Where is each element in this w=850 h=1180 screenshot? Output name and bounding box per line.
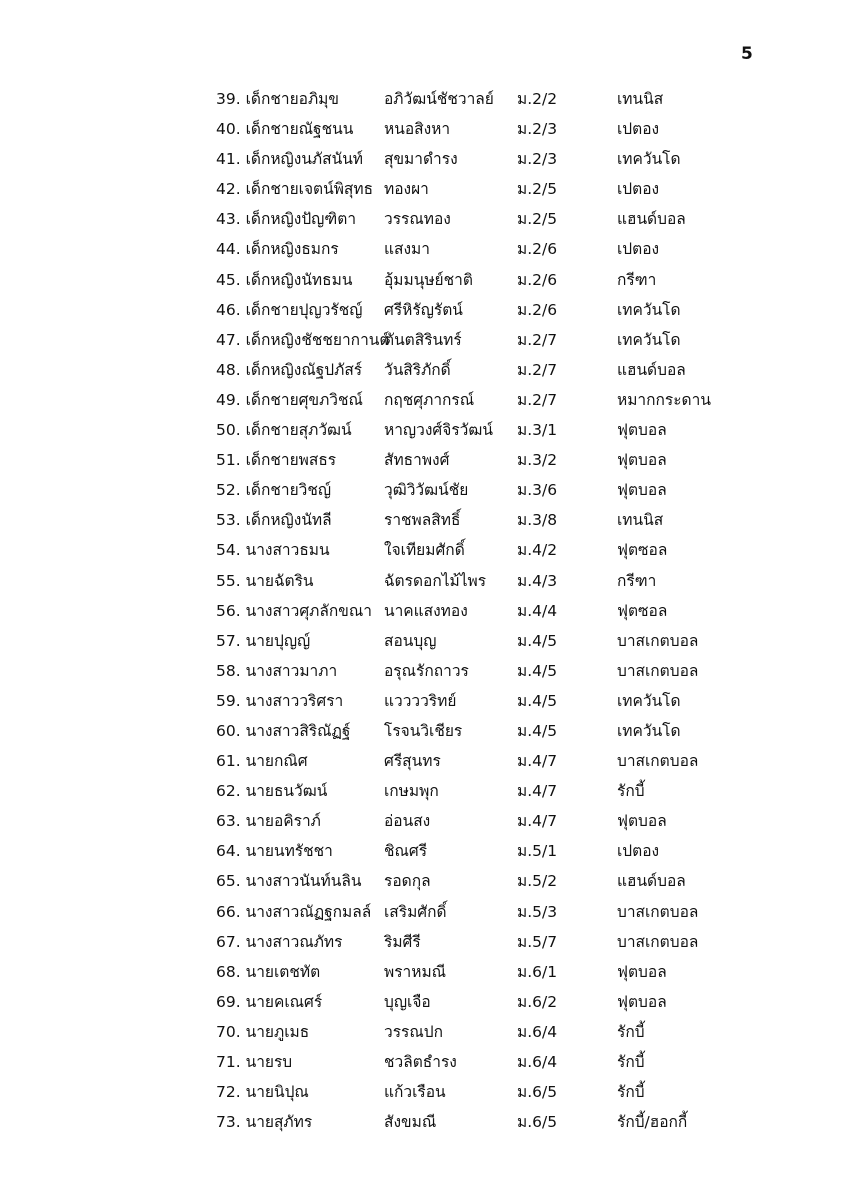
row-number: 73. [216, 1113, 241, 1132]
student-surname: แววววริทย์ [384, 691, 457, 710]
list-item [0, 806, 850, 836]
row-number: 66. [216, 902, 241, 921]
student-first-name: นางสาวศุภลักขณา [245, 601, 372, 620]
row-number: 68. [216, 962, 241, 981]
student-sport: กรีฑา [617, 571, 657, 590]
student-surname: ราชพลสิทธิ์ [384, 511, 461, 530]
student-surname: บุญเจือ [384, 992, 431, 1011]
student-name [216, 897, 371, 927]
student-name [216, 626, 310, 656]
list-item [0, 84, 850, 114]
student-surname: อ่อนสง [384, 812, 431, 831]
list-item [0, 897, 850, 927]
student-sport: เทควันโด [617, 300, 681, 319]
row-number: 55. [216, 571, 241, 590]
student-first-name: นางสาวณัฏฐกมลล์ [245, 902, 372, 921]
student-class: ม.3/1 [517, 421, 558, 440]
student-class: ม.2/7 [517, 330, 558, 349]
student-class: ม.2/7 [517, 360, 558, 379]
student-class: ม.5/1 [517, 842, 558, 861]
list-item [0, 234, 850, 264]
student-surname: รอดกุล [384, 872, 431, 891]
student-name [216, 84, 339, 114]
row-number: 57. [216, 631, 241, 650]
student-first-name: เด็กหญิงนภัสนันท์ [245, 150, 364, 169]
student-name [216, 535, 330, 565]
student-surname: สอนบุญ [384, 631, 437, 650]
row-number: 52. [216, 481, 241, 500]
student-sport: บาสเกตบอล [617, 631, 699, 650]
student-class: ม.5/3 [517, 902, 558, 921]
student-surname: นาคแสงทอง [384, 601, 468, 620]
student-sport: เทควันโด [617, 721, 681, 740]
student-sport: ฟุตบอล [617, 812, 667, 831]
student-surname: อุ้มมนุษย์ชาติ [384, 270, 473, 289]
student-name [216, 144, 363, 174]
student-surname: ริมศีรี [384, 932, 421, 951]
student-name [216, 114, 353, 144]
student-sport: แฮนด์บอล [617, 872, 686, 891]
row-number: 56. [216, 601, 241, 620]
student-name [216, 806, 321, 836]
student-sport: ฟุตบอล [617, 421, 667, 440]
student-class: ม.6/2 [517, 992, 558, 1011]
list-item [0, 836, 850, 866]
student-name [216, 1017, 309, 1047]
student-surname: อรุณรักถาวร [384, 661, 469, 680]
row-number: 46. [216, 300, 241, 319]
student-sport: เปตอง [617, 180, 660, 199]
row-number: 50. [216, 421, 241, 440]
student-class: ม.3/8 [517, 511, 558, 530]
student-class: ม.6/5 [517, 1113, 558, 1132]
list-item [0, 445, 850, 475]
student-surname: สุขมาดำรง [384, 150, 458, 169]
list-item [0, 1077, 850, 1107]
student-name [216, 716, 350, 746]
student-class: ม.4/7 [517, 812, 558, 831]
student-name [216, 265, 352, 295]
list-item [0, 174, 850, 204]
student-first-name: นางสาวสิริณัฏฐ์ [245, 721, 351, 740]
student-sport: แฮนด์บอล [617, 360, 686, 379]
student-name [216, 445, 336, 475]
student-class: ม.2/6 [517, 300, 558, 319]
student-sport: ฟุตบอล [617, 962, 667, 981]
row-number: 64. [216, 842, 241, 861]
student-first-name: นางสาวณภัทร [245, 932, 343, 951]
student-sport: ฟุตซอล [617, 601, 668, 620]
list-item [0, 716, 850, 746]
list-item [0, 295, 850, 325]
list-item [0, 505, 850, 535]
student-surname: ชวลิตธำรง [384, 1053, 457, 1071]
list-item [0, 866, 850, 896]
row-number: 54. [216, 541, 241, 560]
row-number: 43. [216, 210, 241, 229]
student-name [216, 234, 339, 264]
student-first-name: เด็กหญิงณัฐปภัสร์ [245, 360, 363, 379]
list-item [0, 957, 850, 987]
list-item [0, 566, 850, 596]
student-first-name: นายรบ [245, 1053, 293, 1071]
student-first-name: นายอคิราภ์ [245, 812, 321, 831]
student-name [216, 776, 327, 806]
student-first-name: นายคเณศร์ [245, 992, 323, 1011]
student-class: ม.6/4 [517, 1022, 558, 1041]
student-class: ม.4/5 [517, 691, 558, 710]
student-first-name: เด็กหญิงธมกร [245, 240, 339, 259]
student-name [216, 927, 342, 957]
student-class: ม.6/1 [517, 962, 558, 981]
student-class: ม.6/4 [517, 1053, 558, 1071]
student-surname: โรจนวิเชียร [384, 721, 463, 740]
student-name [216, 656, 337, 686]
student-class: ม.2/3 [517, 120, 558, 139]
student-first-name: เด็กชายวิชญ์ [245, 481, 332, 500]
student-name [216, 1107, 312, 1137]
student-surname: ใจเทียมศักดิ์ [384, 541, 465, 560]
student-first-name: นายปุญญ์ [245, 631, 311, 650]
student-surname: ทองผา [384, 180, 429, 199]
student-first-name: นางสาวธมน [245, 541, 330, 560]
row-number: 44. [216, 240, 241, 259]
row-number: 45. [216, 270, 241, 289]
list-item [0, 415, 850, 445]
student-surname: เกษมพุก [384, 782, 439, 801]
list-item [0, 626, 850, 656]
list-item [0, 1107, 850, 1137]
student-sport: รักบี้ [617, 1053, 645, 1071]
student-list [0, 84, 850, 1137]
student-first-name: นายนิปุณ [245, 1083, 309, 1102]
student-class: ม.2/7 [517, 390, 558, 409]
student-surname: วรรณทอง [384, 210, 451, 229]
student-class: ม.2/6 [517, 240, 558, 259]
student-first-name: นางสาววริศรา [245, 691, 344, 710]
student-surname: เสริมศักดิ์ [384, 902, 447, 921]
row-number: 49. [216, 390, 241, 409]
student-name [216, 295, 362, 325]
student-sport: บาสเกตบอล [617, 661, 699, 680]
student-class: ม.4/7 [517, 752, 558, 771]
student-surname: ศรีหิรัญรัตน์ [384, 300, 463, 319]
list-item [0, 1017, 850, 1047]
student-first-name: เด็กชายปุญวรัชญ์ [245, 300, 363, 319]
row-number: 51. [216, 451, 241, 470]
row-number: 71. [216, 1053, 241, 1071]
student-sport: ฟุตบอล [617, 481, 667, 500]
student-first-name: เด็กหญิงนัทธมน [245, 270, 353, 289]
student-class: ม.2/2 [517, 90, 558, 108]
student-sport: บาสเกตบอล [617, 932, 699, 951]
row-number: 58. [216, 661, 241, 680]
list-item [0, 204, 850, 234]
student-class: ม.4/7 [517, 782, 558, 801]
student-sport: แฮนด์บอล [617, 210, 686, 229]
list-item [0, 596, 850, 626]
row-number: 63. [216, 812, 241, 831]
student-sport: เปตอง [617, 120, 660, 139]
student-first-name: เด็กชายณัฐชนน [245, 120, 354, 139]
list-item [0, 686, 850, 716]
student-class: ม.3/2 [517, 451, 558, 470]
student-name [216, 505, 332, 535]
row-number: 39. [216, 90, 241, 108]
student-first-name: นางสาวนันท์นลิน [245, 872, 362, 891]
student-surname: ฉัตรดอกไม้ไพร [384, 571, 487, 590]
row-number: 61. [216, 752, 241, 771]
student-name [216, 836, 333, 866]
row-number: 47. [216, 330, 241, 349]
student-name [216, 957, 320, 987]
student-surname: หาญวงศ์จิรวัฒน์ [384, 421, 493, 440]
list-item [0, 385, 850, 415]
student-sport: ฟุตบอล [617, 451, 667, 470]
student-name [216, 204, 356, 234]
list-item [0, 535, 850, 565]
student-sport: เทนนิส [617, 511, 664, 530]
student-sport: หมากกระดาน [617, 390, 711, 409]
student-sport: รักบี้ [617, 1022, 645, 1041]
student-class: ม.4/4 [517, 601, 558, 620]
student-sport: รักบี้ [617, 782, 645, 801]
student-name [216, 566, 314, 596]
row-number: 67. [216, 932, 241, 951]
student-surname: พราหมณี [384, 962, 447, 981]
student-sport: บาสเกตบอล [617, 752, 699, 771]
list-item [0, 987, 850, 1017]
student-class: ม.5/2 [517, 872, 558, 891]
list-item [0, 656, 850, 686]
list-item [0, 776, 850, 806]
student-name [216, 1077, 309, 1107]
row-number: 53. [216, 511, 241, 530]
student-class: ม.2/5 [517, 180, 558, 199]
student-sport: ฟุตซอล [617, 541, 668, 560]
student-first-name: เด็กชายสุภวัฒน์ [245, 421, 352, 440]
student-surname: แสงมา [384, 240, 430, 259]
student-name [216, 415, 352, 445]
student-name [216, 987, 322, 1017]
student-first-name: เด็กชายอภิมุข [245, 90, 339, 108]
student-name [216, 686, 343, 716]
list-item [0, 325, 850, 355]
student-first-name: นายภูเมธ [245, 1022, 310, 1041]
row-number: 70. [216, 1022, 241, 1041]
student-class: ม.4/2 [517, 541, 558, 560]
list-item [0, 144, 850, 174]
student-class: ม.6/5 [517, 1083, 558, 1102]
student-name [216, 475, 331, 505]
student-first-name: นายธนวัฒน์ [245, 782, 328, 801]
student-surname: สังขมณี [384, 1113, 437, 1132]
row-number: 65. [216, 872, 241, 891]
student-first-name: นายเตชทัต [245, 962, 321, 981]
list-item [0, 927, 850, 957]
student-first-name: นายนทรัชชา [245, 842, 333, 861]
student-sport: รักบี้/ฮอกกี้ [617, 1113, 688, 1132]
row-number: 41. [216, 150, 241, 169]
row-number: 59. [216, 691, 241, 710]
student-surname: แก้วเรือน [384, 1083, 446, 1102]
student-surname: หนอสิงหา [384, 120, 451, 139]
student-first-name: เด็กหญิงนัทลี [245, 511, 332, 530]
student-name [216, 866, 361, 896]
student-class: ม.3/6 [517, 481, 558, 500]
student-first-name: นายกณิศ [245, 752, 308, 771]
row-number: 42. [216, 180, 241, 199]
student-class: ม.4/3 [517, 571, 558, 590]
student-sport: กรีฑา [617, 270, 657, 289]
row-number: 62. [216, 782, 241, 801]
row-number: 69. [216, 992, 241, 1011]
student-surname: ศรีสุนทร [384, 752, 441, 771]
student-first-name: เด็กหญิงปัญฑิตา [245, 210, 357, 229]
student-sport: บาสเกตบอล [617, 902, 699, 921]
student-sport: เทควันโด [617, 330, 681, 349]
list-item [0, 355, 850, 385]
student-class: ม.4/5 [517, 661, 558, 680]
student-class: ม.2/6 [517, 270, 558, 289]
student-sport: เทนนิส [617, 90, 664, 108]
student-surname: ตันตสิรินทร์ [384, 330, 462, 349]
student-surname: ชิณศรี [384, 842, 428, 861]
student-class: ม.4/5 [517, 631, 558, 650]
list-item [0, 265, 850, 295]
student-class: ม.4/5 [517, 721, 558, 740]
student-first-name: นายสุภัทร [245, 1113, 313, 1132]
page-number: 5 [741, 44, 753, 64]
student-surname: อภิวัฒน์ชัชวาลย์ [384, 90, 494, 108]
row-number: 48. [216, 360, 241, 379]
row-number: 40. [216, 120, 241, 139]
list-item [0, 1047, 850, 1077]
student-sport: เปตอง [617, 240, 660, 259]
row-number: 60. [216, 721, 241, 740]
student-first-name: เด็กหญิงชัชชยากานต์ [245, 330, 390, 349]
student-first-name: เด็กชายเจตน์พิสุทธ [245, 180, 374, 199]
list-item [0, 475, 850, 505]
student-class: ม.5/7 [517, 932, 558, 951]
student-name [216, 325, 389, 355]
student-first-name: นางสาวมาภา [245, 661, 338, 680]
row-number: 72. [216, 1083, 241, 1102]
student-first-name: เด็กชายศุขภวิชณ์ [245, 390, 363, 409]
student-surname: สัทธาพงศ์ [384, 451, 450, 470]
student-surname: วรรณปก [384, 1022, 443, 1041]
student-sport: รักบี้ [617, 1083, 645, 1102]
student-first-name: เด็กชายพสธร [245, 451, 337, 470]
student-name [216, 596, 372, 626]
student-class: ม.2/3 [517, 150, 558, 169]
student-sport: เทควันโด [617, 150, 681, 169]
student-sport: เทควันโด [617, 691, 681, 710]
student-name [216, 385, 363, 415]
student-class: ม.2/5 [517, 210, 558, 229]
student-name [216, 174, 373, 204]
student-surname: วันสิริภักดิ์ [384, 360, 451, 379]
list-item [0, 746, 850, 776]
student-surname: กฤชศุภากรณ์ [384, 390, 475, 409]
student-name [216, 355, 362, 385]
student-sport: ฟุตบอล [617, 992, 667, 1011]
student-surname: วุฒิวิวัฒน์ชัย [384, 481, 469, 500]
list-item [0, 114, 850, 144]
student-first-name: นายฉัตริน [245, 571, 314, 590]
student-sport: เปตอง [617, 842, 660, 861]
student-name [216, 746, 308, 776]
student-name [216, 1047, 292, 1077]
